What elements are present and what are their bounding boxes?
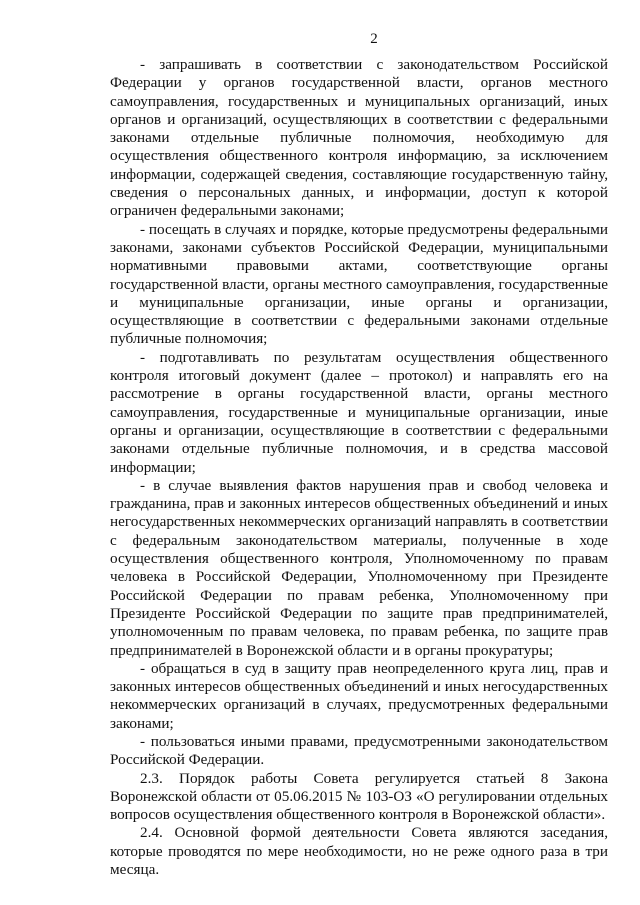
paragraph-other-rights: - пользоваться иными правами, предусмотренными законодательством Российской Федерации. [110, 732, 608, 769]
page-number: 2 [370, 31, 378, 47]
paragraph-visit-organizations: - посещать в случаях и порядке, которые предусмотрены федеральными законами, законами субъектов Российской Федерации, муниципальными нормативными правовыми актами, соответствующие органы государственной власти, органы местного самоуправления, государственные и муниципальные организации, иные органы и организации, осуществляющие в соответствии с федеральными законами отдельные публичные полномочия; [110, 220, 608, 348]
paragraph-request-information: - запрашивать в соответствии с законодательством Российской Федерации у органов государственной власти, органов местного самоуправления, государственных и муниципальных организаций, иных органов и организаций, осуществляющих в соответствии с федеральными законами отдельные публичные полномочия, необходимую для осуществления общественного контроля информацию, за исключением информации, содержащей сведения, составляющие государственную тайну, сведения о персональных данных, и информации, доступ к которой ограничен федеральными законами; [110, 56, 608, 220]
paragraph-section-2-4: 2.4. Основной формой деятельности Совета являются заседания, которые проводятся по мере необходимости, но не реже одного раза в три месяца. [110, 824, 608, 879]
paragraph-send-materials: - в случае выявления фактов нарушения прав и свобод человека и гражданина, прав и законных интересов общественных объединений и иных негосударственных некоммерческих организаций направлять в соответствии с федеральным законодательством материалы, полученные в ходе осуществления общественного контроля, Уполномоченному по правам человека в Российской Федерации, Уполномоченному при Президенте Российской Федерации по правам ребенка, Уполномоченному при Президенте Российской Федерации по защите прав предпринимателей, уполномоченным по правам человека, по правам ребенка, по защите прав предпринимателей в Воронежской области и в органы прокуратуры; [110, 476, 608, 659]
paragraph-prepare-protocol: - подготавливать по результатам осуществления общественного контроля итоговый документ (далее – протокол) и направлять его на рассмотрение в органы государственной власти, органы местного самоуправления, государственные и муниципальные организации, иные органы и организации, осуществляющие в соответствии с федеральными законами отдельные публичные полномочия, и в средства массовой информации; [110, 348, 608, 476]
paragraph-section-2-3: 2.3. Порядок работы Совета регулируется статьей 8 Закона Воронежской области от 05.06.2015 № 103-ОЗ «О регулировании отдельных вопросов осуществления общественного контроля в Воронежской области». [110, 769, 608, 824]
paragraph-court-appeal: - обращаться в суд в защиту прав неопределенного круга лиц, прав и законных интересов общественных объединений и иных негосударственных некоммерческих организаций в случаях, предусмотренных федеральными законами; [110, 659, 608, 732]
